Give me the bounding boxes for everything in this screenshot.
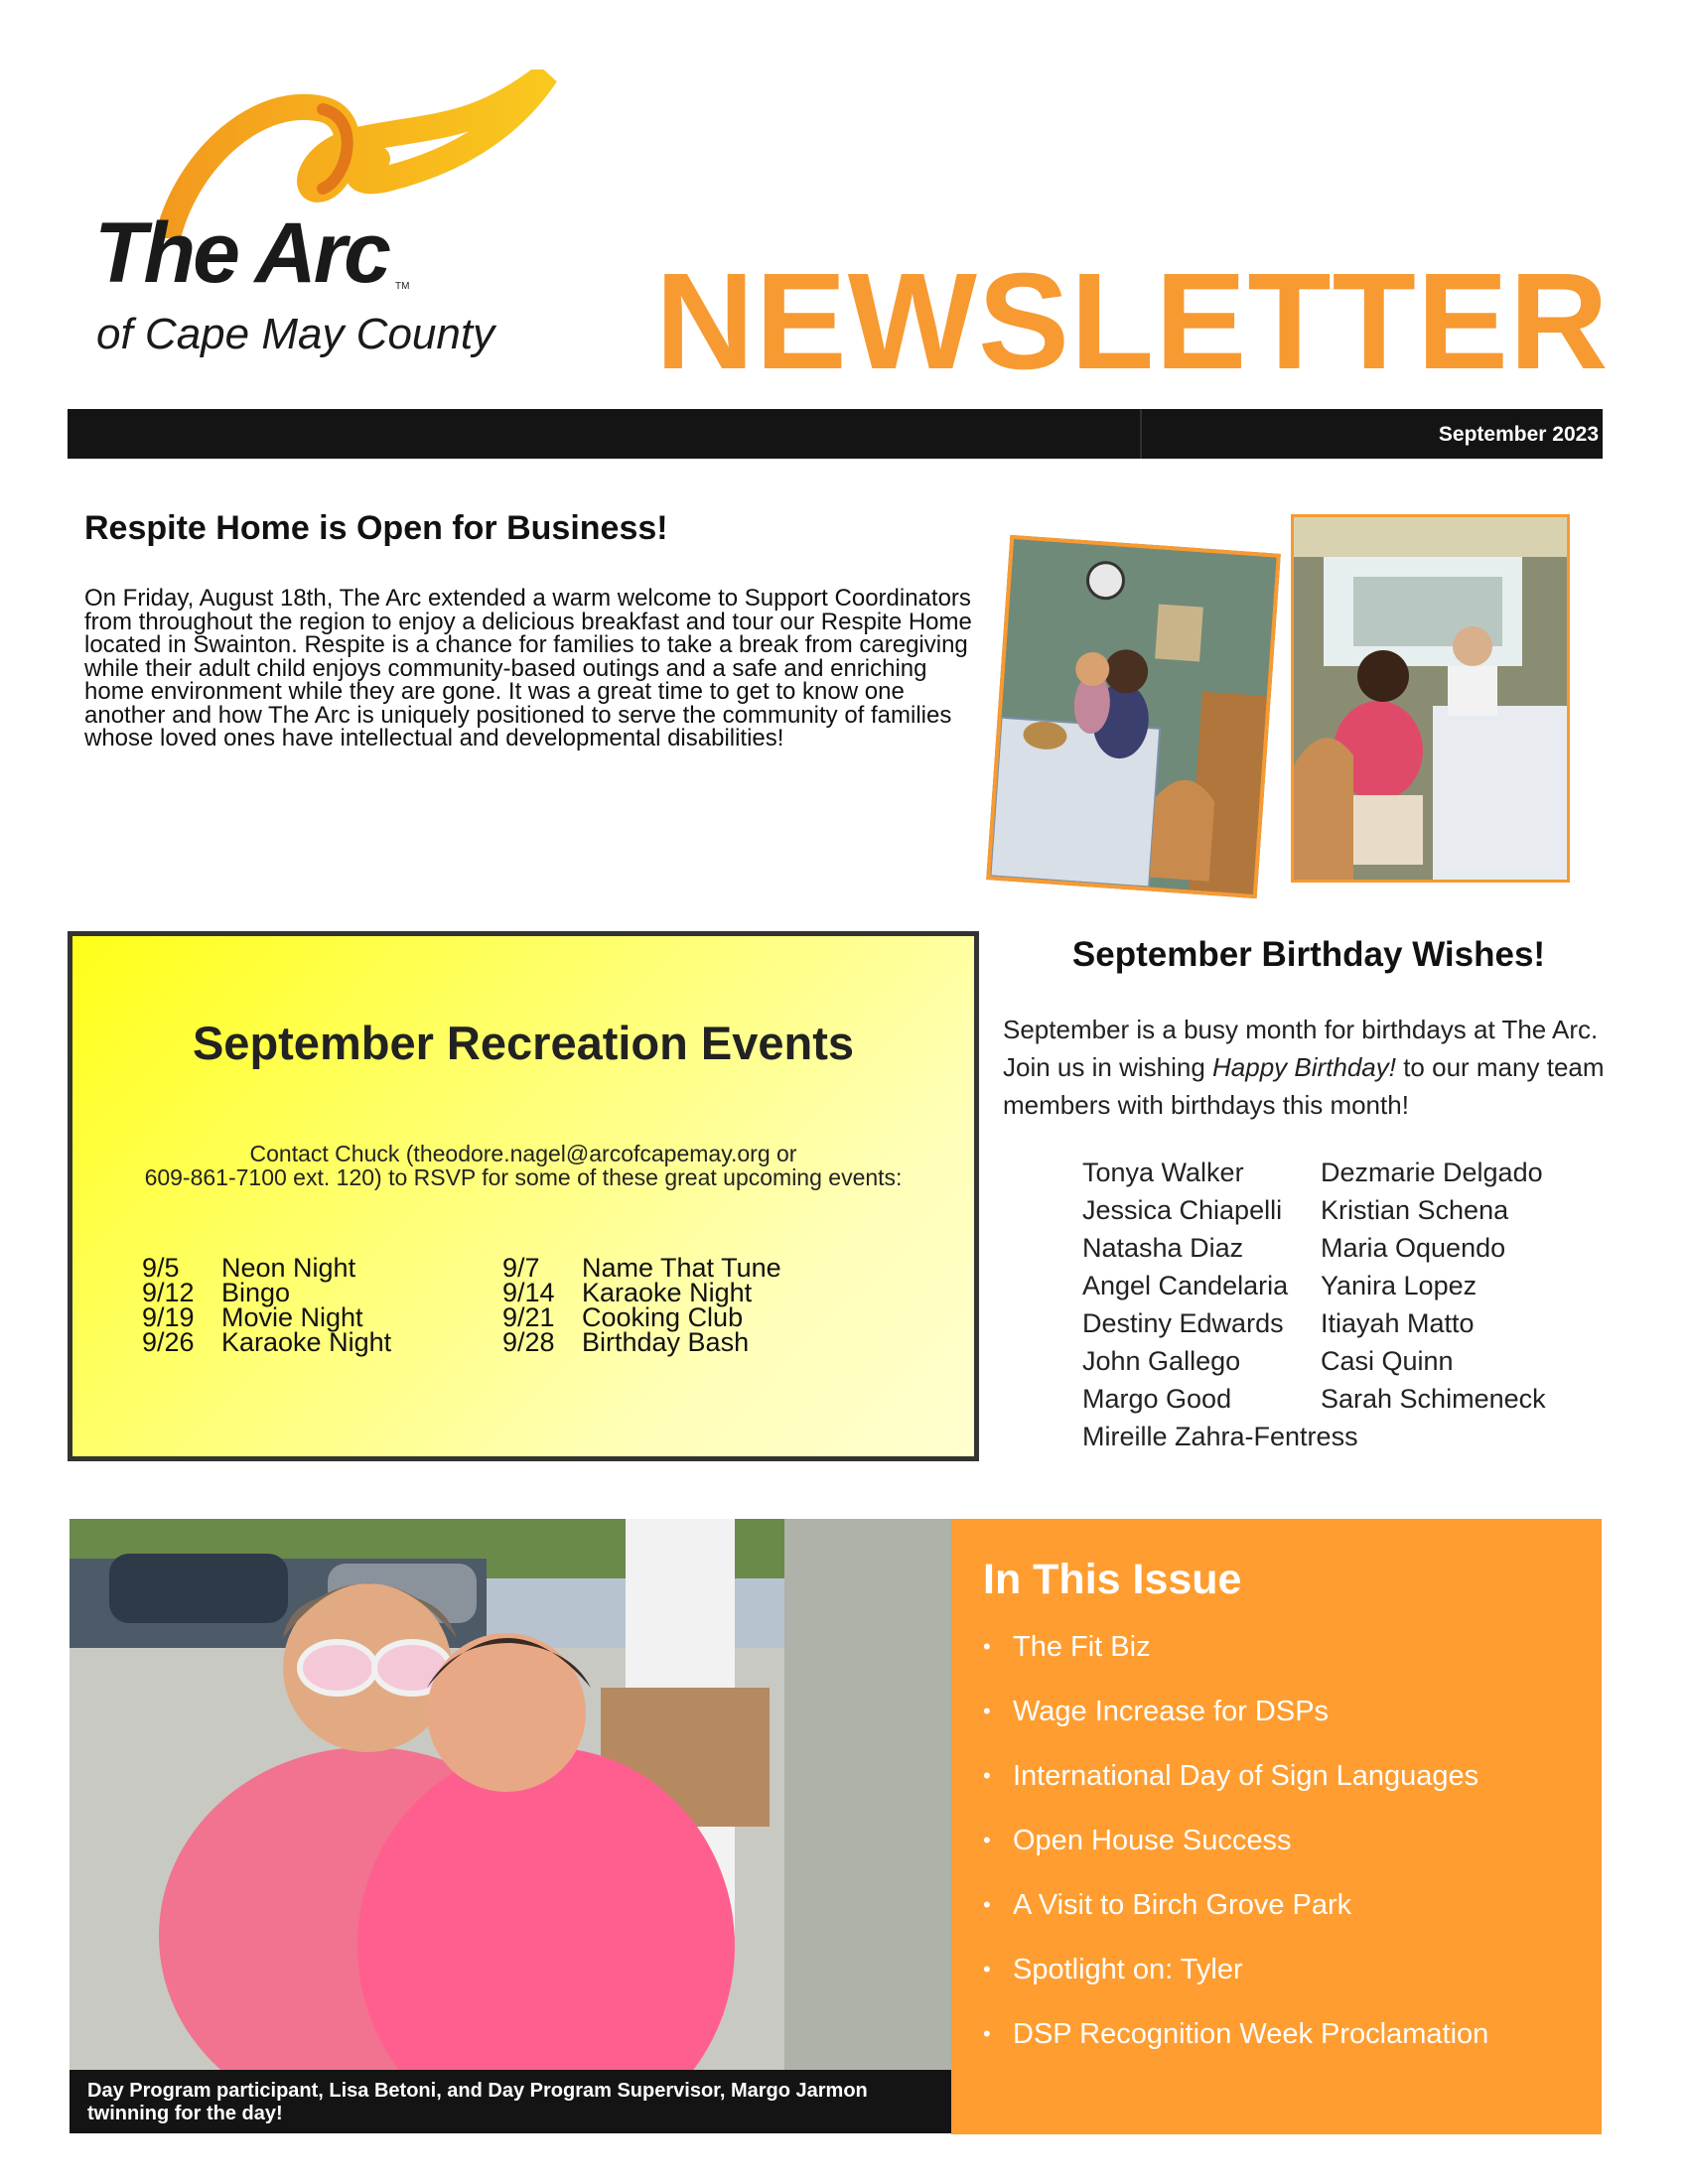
issue-item: [983, 1887, 1488, 1952]
recreation-contact-line-2: 609-861-7100 ext. 120) to RSVP for some of these great upcoming events:: [144, 1164, 903, 1190]
issue-date: September 2023: [1438, 423, 1599, 446]
birthday-name: Sarah Schimeneck: [1321, 1384, 1546, 1414]
birthday-name: Yanira Lopez: [1321, 1271, 1477, 1300]
birthday-name: Jessica Chiapelli: [1082, 1195, 1283, 1225]
day-program-photo: [70, 1519, 953, 2070]
birthday-intro-start: September is a busy month for birthdays at The Arc. Join us in wishing: [1003, 1015, 1599, 1082]
birthday-name: John Gallego: [1082, 1346, 1241, 1376]
event-name: Birthday Bash: [582, 1327, 750, 1357]
birthday-name: Dezmarie Delgado: [1321, 1158, 1543, 1187]
bullet-icon: •: [983, 1699, 991, 1723]
respite-heading: Respite Home is Open for Business!: [84, 509, 668, 547]
event-date: 9/14: [502, 1278, 555, 1307]
event-name: Karaoke Night: [582, 1278, 753, 1307]
event-name: Cooking Club: [582, 1302, 744, 1332]
birthday-name: Angel Candelaria: [1082, 1271, 1289, 1300]
event-date: 9/21: [502, 1302, 555, 1332]
recreation-events-left: [142, 1253, 392, 1357]
recreation-events-box: [68, 931, 979, 1461]
bullet-icon: •: [983, 1763, 991, 1788]
event-name: Karaoke Night: [221, 1327, 392, 1357]
birthday-name: Natasha Diaz: [1082, 1233, 1244, 1263]
event-date: 9/12: [142, 1278, 195, 1307]
recreation-heading: September Recreation Events: [192, 1017, 855, 1069]
event-date: 9/19: [142, 1302, 195, 1332]
recreation-contact-line-1: Contact Chuck (theodore.nagel@arcofcapemay.org or: [249, 1141, 797, 1166]
birthday-heading: September Birthday Wishes!: [1071, 935, 1546, 974]
issue-item-label: International Day of Sign Languages: [1013, 1760, 1479, 1792]
newsletter-masthead: NEWSLETTER: [655, 245, 1610, 398]
birthday-names-column-2: [1321, 1154, 1546, 1418]
header-bar: [68, 409, 1603, 459]
birthday-name: Maria Oquendo: [1321, 1233, 1506, 1263]
logo-subtitle: of Cape May County: [96, 310, 495, 358]
birthday-intro-end: to our many team members with birthdays this month!: [1003, 1052, 1605, 1120]
recreation-events-right: [502, 1253, 781, 1357]
bullet-icon: •: [983, 1634, 991, 1659]
respite-photo-kitchen: [986, 535, 1281, 898]
bullet-icon: •: [983, 1892, 991, 1917]
birthday-intro: [1003, 1011, 1609, 1124]
birthday-name: Kristian Schena: [1321, 1195, 1509, 1225]
logo-title: The Arc: [94, 205, 388, 301]
header-bar-divider: [1140, 409, 1142, 459]
issue-item-label: Spotlight on: Tyler: [1013, 1954, 1243, 1985]
birthday-name: Tonya Walker: [1082, 1158, 1244, 1187]
event-name: Neon Night: [221, 1253, 356, 1283]
issue-item: [983, 2016, 1488, 2081]
bullet-icon: •: [983, 1828, 991, 1852]
issue-item: [983, 1758, 1488, 1823]
event-date: 9/28: [502, 1327, 555, 1357]
issue-item: [983, 1823, 1488, 1887]
event-date: 9/7: [502, 1253, 540, 1283]
event-row: [142, 1327, 392, 1357]
issue-item: [983, 1694, 1488, 1758]
bullet-icon: •: [983, 1957, 991, 1981]
birthday-name: Margo Good: [1082, 1384, 1232, 1414]
issue-item-label: The Fit Biz: [1013, 1631, 1151, 1663]
photo-caption: Day Program participant, Lisa Betoni, and Day Program Supervisor, Margo Jarmon twinning for the day!: [87, 2080, 868, 2124]
event-name: Movie Night: [221, 1302, 363, 1332]
birthday-name: Itiayah Matto: [1321, 1308, 1475, 1338]
recreation-contact: [72, 1142, 974, 1189]
issue-item-label: Wage Increase for DSPs: [1013, 1696, 1330, 1727]
event-row: [502, 1327, 781, 1357]
respite-body: On Friday, August 18th, The Arc extended a warm welcome to Support Coordinators from throughout the region to enjoy a delicious breakfast and tour our Respite Home located in Swainton. Respite is a chance for families to take a break from caregiving while their adult child enjoys community-based outings and a safe and enriching home environment while they are gone. It was a great time to get to know one another and how The Arc is uniquely positioned to serve the community of families whose loved ones have intellectual and developmental disabilities!: [84, 585, 972, 751]
issue-item: [983, 1952, 1488, 2016]
birthday-intro-emphasis: Happy Birthday!: [1212, 1052, 1396, 1082]
event-name: Name That Tune: [582, 1253, 781, 1283]
issue-item-label: DSP Recognition Week Proclamation: [1013, 2018, 1489, 2050]
issue-item-label: Open House Success: [1013, 1825, 1292, 1856]
in-this-issue-list: [983, 1629, 1488, 2081]
birthday-names-column-1: [1082, 1154, 1358, 1455]
issue-item: [983, 1629, 1488, 1694]
logo-trademark: TM: [395, 281, 410, 292]
respite-photo-dining: [1291, 514, 1570, 883]
event-date: 9/26: [142, 1327, 195, 1357]
birthday-name: Mireille Zahra-Fentress: [1082, 1422, 1358, 1451]
birthday-name: Destiny Edwards: [1082, 1308, 1284, 1338]
bullet-icon: •: [983, 2021, 991, 2046]
in-this-issue-heading: In This Issue: [983, 1556, 1242, 1603]
event-date: 9/5: [142, 1253, 180, 1283]
event-name: Bingo: [221, 1278, 291, 1307]
issue-item-label: A Visit to Birch Grove Park: [1013, 1889, 1352, 1921]
birthday-name: Casi Quinn: [1321, 1346, 1454, 1376]
